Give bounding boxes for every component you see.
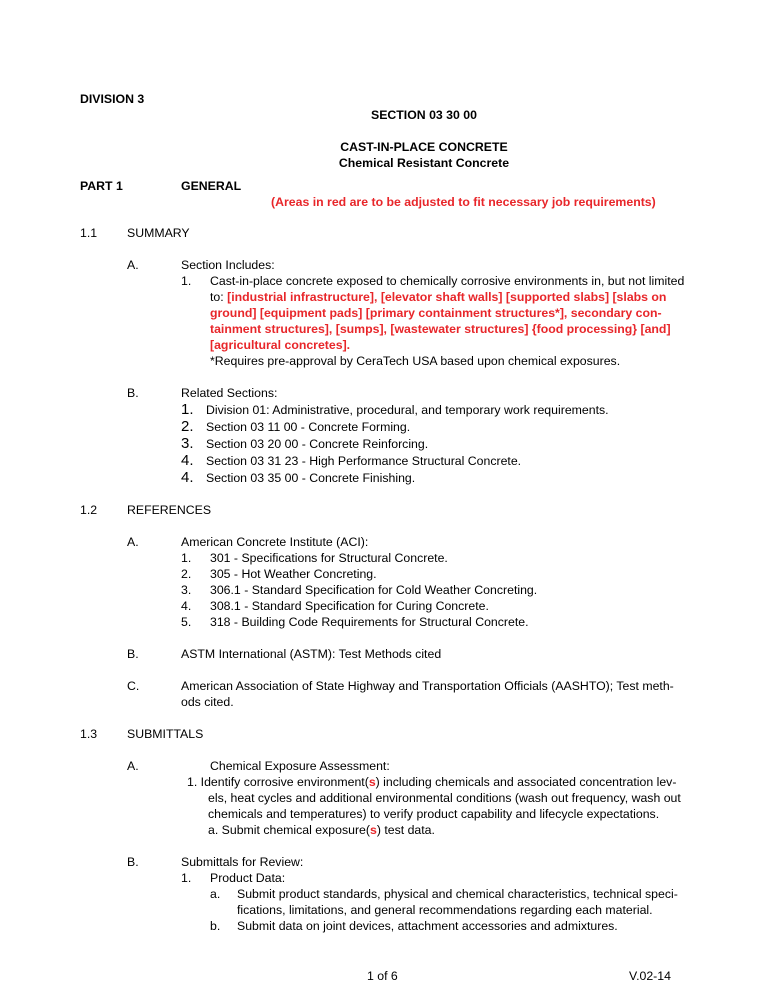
s11-a-heading: Section Includes:	[181, 258, 275, 272]
s12-c-letter: C.	[127, 679, 140, 693]
s12-number: 1.2	[80, 503, 98, 517]
s13-a-letter: A.	[127, 759, 139, 773]
related-item-text: Section 03 20 00 - Concrete Reinforcing.	[206, 437, 429, 451]
aci-item-num: 1.	[181, 551, 192, 565]
s12-a-heading: American Concrete Institute (ACI):	[181, 535, 369, 549]
page-number: 1 of 6	[367, 969, 398, 983]
section-title: CAST-IN-PLACE CONCRETE	[340, 140, 508, 154]
s11-a1-line2-red: [industrial infrastructure], [elevator shaft walls] [supported slabs] [slabs on	[227, 290, 667, 304]
s11-b-heading: Related Sections:	[181, 386, 278, 400]
s11-a1-num: 1.	[181, 274, 192, 288]
part-number: PART 1	[80, 179, 123, 193]
s13-b1b-letter: b.	[210, 919, 221, 933]
s12-title: REFERENCES	[127, 503, 212, 517]
s11-b-letter: B.	[127, 386, 139, 400]
s12-c-line1: American Association of State Highway and Transportation Officials (AASHTO); Test meth-	[181, 679, 674, 693]
s13-a1a-red: s	[369, 823, 377, 837]
s13-a1a-post: ) test data.	[376, 823, 435, 837]
s13-a1-line3: chemicals and temperatures) to verify product capability and lifecycle expectations.	[208, 807, 660, 821]
s11-a1-line5: [agricultural concretes].	[210, 338, 351, 352]
related-item-text: Section 03 11 00 - Concrete Forming.	[206, 420, 411, 434]
related-item-num: 2.	[181, 418, 194, 435]
section-subtitle: Chemical Resistant Concrete	[338, 156, 510, 170]
aci-item-text: 306.1 - Standard Specification for Cold Weather Concreting.	[210, 583, 538, 597]
s11-a-letter: A.	[127, 258, 139, 272]
s13-b1b-text: Submit data on joint devices, attachment accessories and admixtures.	[237, 919, 618, 933]
s13-a1-line1-post: ) including chemicals and associated concentration lev-	[375, 775, 677, 789]
related-item-num: 1.	[181, 401, 194, 418]
red-note: (Areas in red are to be adjusted to fit necessary job requirements)	[271, 195, 656, 209]
s13-a1a	[208, 823, 435, 838]
s13-a1-line1-pre: 1. Identify corrosive environment(	[187, 775, 369, 789]
s13-a1-line2: els, heat cycles and additional environmental conditions (wash out frequency, wash out	[208, 791, 681, 805]
aci-item-num: 3.	[181, 583, 192, 597]
part-name: GENERAL	[181, 179, 242, 193]
aci-item-num: 4.	[181, 599, 192, 613]
s13-b1-heading: Product Data:	[210, 871, 286, 885]
s11-number: 1.1	[80, 226, 98, 240]
s11-a1-line2-plain: to:	[210, 290, 228, 304]
aci-item-text: 318 - Building Code Requirements for Structural Concrete.	[210, 615, 529, 629]
related-item-text: Section 03 31 23 - High Performance Structural Concrete.	[206, 454, 522, 468]
s13-b-heading: Submittals for Review:	[181, 855, 304, 869]
s13-b-letter: B.	[127, 855, 139, 869]
s13-a-heading: Chemical Exposure Assessment:	[210, 759, 390, 773]
s13-a1-line1-red: s	[368, 775, 376, 789]
division-label: DIVISION 3	[80, 92, 145, 106]
aci-item-num: 5.	[181, 615, 192, 629]
s11-a1-line3: ground] [equipment pads] [primary containment structures*], secondary con-	[210, 306, 662, 320]
related-item-num: 3.	[181, 435, 194, 452]
s11-a1-line2	[210, 290, 666, 305]
s13-title: SUBMITTALS	[127, 727, 204, 741]
s11-a1-footnote: *Requires pre-approval by CeraTech USA based upon chemical exposures.	[210, 354, 621, 368]
aci-item-text: 301 - Specifications for Structural Concrete.	[210, 551, 448, 565]
s12-b-text: ASTM International (ASTM): Test Methods cited	[181, 647, 442, 661]
s13-b1-num: 1.	[181, 871, 192, 885]
s13-a1-line1	[187, 775, 676, 790]
s12-b-letter: B.	[127, 647, 139, 661]
related-item-num: 4.	[181, 452, 194, 469]
aci-item-num: 2.	[181, 567, 192, 581]
s12-a-letter: A.	[127, 535, 139, 549]
version-label: V.02-14	[629, 969, 671, 983]
s11-a1-line1: Cast-in-place concrete exposed to chemically corrosive environments in, but not limited	[210, 274, 685, 288]
s13-number: 1.3	[80, 727, 98, 741]
aci-item-text: 308.1 - Standard Specification for Curing Concrete.	[210, 599, 489, 613]
s13-b1a-letter: a.	[210, 887, 221, 901]
s11-title: SUMMARY	[127, 226, 190, 240]
related-item-num: 4.	[181, 469, 194, 486]
related-item-text: Section 03 35 00 - Concrete Finishing.	[206, 471, 416, 485]
s11-a1-line4: tainment structures], [sumps], [wastewater structures] {food processing} [and]	[210, 322, 671, 336]
s13-b1a-line1: Submit product standards, physical and chemical characteristics, technical speci-	[237, 887, 678, 901]
s13-a1a-pre: a. Submit chemical exposure(	[208, 823, 370, 837]
s13-b1a-line2: fications, limitations, and general recommendations regarding each material.	[237, 903, 653, 917]
related-item-text: Division 01: Administrative, procedural, and temporary work requirements.	[206, 403, 609, 417]
s12-c-line2: ods cited.	[181, 695, 234, 709]
section-number: SECTION 03 30 00	[371, 108, 477, 122]
aci-item-text: 305 - Hot Weather Concreting.	[210, 567, 377, 581]
